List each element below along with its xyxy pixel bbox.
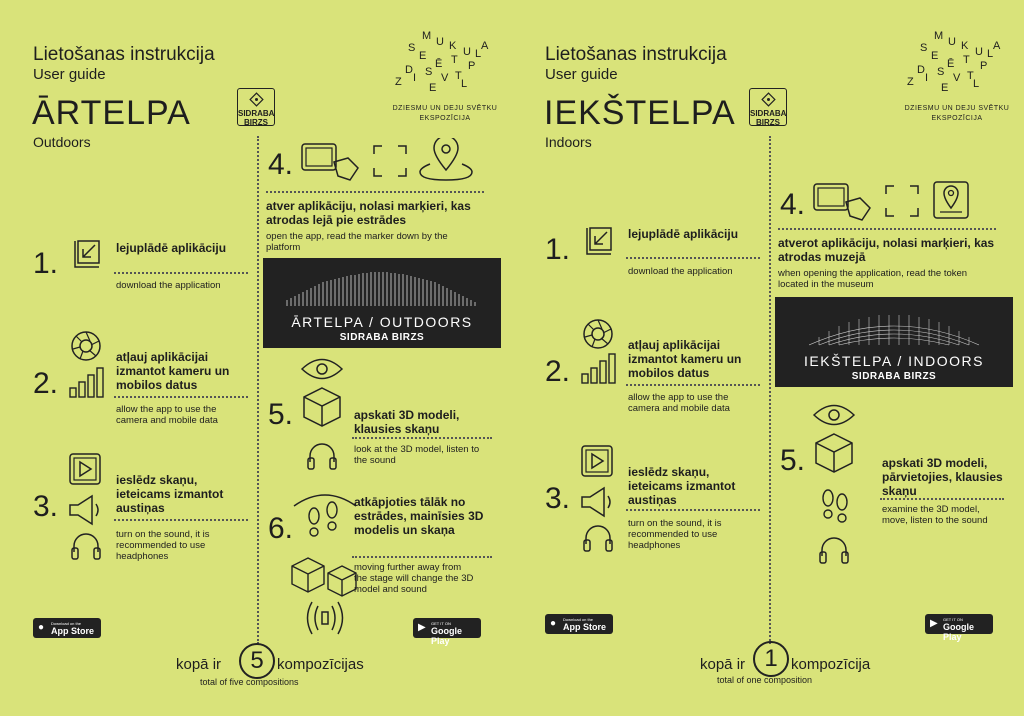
step-2-number: 2. bbox=[33, 367, 59, 400]
instruction-subtitle: User guide bbox=[545, 66, 618, 83]
step-5-en: look at the 3D model, listen to the sound bbox=[354, 444, 480, 466]
step-4-number: 4. bbox=[268, 148, 294, 181]
total-en: total of one composition bbox=[717, 675, 813, 685]
step-6-number: 6. bbox=[268, 512, 294, 545]
signal-bars-icon bbox=[581, 352, 617, 384]
logo-line-2: BIRZS bbox=[244, 118, 268, 127]
step-5-number: 5. bbox=[780, 444, 806, 477]
soundwave-graphic bbox=[277, 272, 487, 308]
step-1-en: download the application bbox=[116, 280, 221, 291]
headphones-icon bbox=[818, 534, 850, 564]
camera-aperture-icon bbox=[70, 330, 102, 362]
exposition-poem-logo: M U S E K U T P L A D Z I Ē S V T E L bbox=[395, 30, 489, 94]
step-2-lv: atļauj aplikācijai izmantot kameru un mobilos datus bbox=[116, 350, 230, 392]
step-3-lv: ieslēdz skaņu, ieteicams izmantot austiņas bbox=[628, 465, 736, 507]
step-1-lv: lejuplādē aplikāciju bbox=[116, 241, 227, 255]
step-2-number: 2. bbox=[545, 355, 571, 388]
download-icon bbox=[581, 224, 615, 258]
logo-line-1: SIDRABA bbox=[750, 109, 787, 118]
exposition-poem-logo: M U S E K U T P L A D Z I Ē S V T E L bbox=[907, 30, 1001, 94]
grid-wave-graphic bbox=[809, 311, 979, 347]
eye-icon bbox=[812, 402, 856, 428]
page-subtitle: Outdoors bbox=[33, 134, 91, 150]
total-prefix: kopā ir bbox=[176, 656, 222, 673]
banner-subtitle: SIDRABA BIRZS bbox=[339, 332, 425, 343]
footprints-icon bbox=[818, 488, 852, 528]
step-3-en: turn on the sound, it is recommended to use headphones bbox=[628, 518, 722, 551]
exposition-caption: DZIESMU UN DEJU SVĒTKU EKSPOZĪCIJA bbox=[392, 105, 498, 122]
step-5-en: examine the 3D model, move, listen to the sound bbox=[882, 504, 988, 526]
step-4-lv: atver aplikāciju, nolasi marķieri, kas atrodas lejā pie estrādes bbox=[266, 199, 471, 227]
right-panel bbox=[512, 0, 1024, 716]
eye-icon bbox=[300, 356, 344, 382]
step-4-en: when opening the application, read the token located in the museum bbox=[778, 268, 968, 290]
download-icon bbox=[69, 237, 103, 271]
outdoors-banner bbox=[263, 258, 501, 348]
page-title: IEKŠTELPA bbox=[544, 94, 736, 132]
page-title: ĀRTELPA bbox=[32, 94, 191, 132]
column-divider bbox=[769, 136, 771, 644]
instruction-title: Lietošanas instrukcija bbox=[545, 44, 727, 65]
logo-line-1: SIDRABA bbox=[238, 109, 275, 118]
app-store-button[interactable]: ● Download on the App Store bbox=[545, 614, 613, 634]
step-3-lv: ieslēdz skaņu, ieteicams izmantot austiņas bbox=[116, 473, 224, 515]
step-6-en: moving further away from the stage will change the 3D model and sound bbox=[354, 562, 474, 595]
step-3-number: 3. bbox=[33, 490, 59, 523]
headphones-icon bbox=[582, 522, 614, 552]
indoors-banner bbox=[775, 297, 1013, 387]
headphones-icon bbox=[306, 440, 338, 470]
sidraba-birzs-logo bbox=[237, 88, 275, 126]
location-marker-icon bbox=[416, 138, 476, 182]
page-subtitle: Indoors bbox=[545, 134, 592, 150]
play-triangle-icon: ▶ bbox=[418, 622, 426, 633]
step-2-lv: atļauj aplikācijai izmantot kameru un mobilos datus bbox=[628, 338, 742, 380]
total-count: 1 bbox=[753, 641, 789, 677]
exposition-caption: DZIESMU UN DEJU SVĒTKU EKSPOZĪCIJA bbox=[904, 105, 1010, 122]
app-store-button[interactable]: ● Download on the App Store bbox=[33, 618, 101, 638]
cube-logo-icon bbox=[249, 92, 264, 107]
banner-subtitle: SIDRABA BIRZS bbox=[851, 371, 937, 382]
cube-icon bbox=[814, 432, 854, 474]
step-3-en: turn on the sound, it is recommended to use headphones bbox=[116, 529, 210, 562]
apple-icon: ● bbox=[550, 618, 557, 629]
play-icon bbox=[68, 452, 102, 486]
instruction-subtitle: User guide bbox=[33, 66, 106, 83]
speaker-icon bbox=[68, 494, 104, 526]
total-count: 5 bbox=[239, 643, 275, 679]
total-en: total of five compositions bbox=[200, 677, 299, 687]
step-5-lv: apskati 3D modeli, klausies skaņu bbox=[354, 408, 460, 436]
footsteps-icon bbox=[290, 488, 360, 548]
camera-aperture-icon bbox=[582, 318, 614, 350]
total-suffix: kompozīcija bbox=[791, 656, 871, 673]
step-1-number: 1. bbox=[33, 247, 59, 280]
sound-waves-icon bbox=[300, 598, 350, 638]
signal-bars-icon bbox=[69, 366, 105, 398]
cube-logo-icon bbox=[761, 92, 776, 107]
total-prefix: kopā ir bbox=[700, 656, 746, 673]
cubes-icon bbox=[290, 556, 360, 598]
step-3-number: 3. bbox=[545, 482, 571, 515]
step-1-number: 1. bbox=[545, 233, 571, 266]
logo-line-2: BIRZS bbox=[756, 118, 780, 127]
headphones-icon bbox=[70, 530, 102, 560]
apple-icon: ● bbox=[38, 622, 45, 633]
step-5-lv: apskati 3D modeli, pārvietojies, klausies skaņu bbox=[882, 456, 1003, 498]
google-play-button[interactable]: ▶ GET IT ON Google Play bbox=[925, 614, 993, 634]
step-4-lv: atverot aplikāciju, nolasi marķieri, kas atrodas muzejā bbox=[778, 236, 995, 264]
phone-tap-icon bbox=[812, 180, 874, 224]
scan-frame-icon bbox=[884, 184, 920, 218]
speaker-icon bbox=[580, 486, 616, 518]
play-triangle-icon: ▶ bbox=[930, 618, 938, 629]
play-icon bbox=[580, 444, 614, 478]
cube-icon bbox=[302, 386, 342, 428]
google-play-button[interactable]: ▶ GET IT ON Google Play bbox=[413, 618, 481, 638]
instruction-title: Lietošanas instrukcija bbox=[33, 44, 215, 65]
total-suffix: kompozīcijas bbox=[277, 656, 364, 673]
sidraba-birzs-logo bbox=[749, 88, 787, 126]
scan-frame-icon bbox=[372, 144, 408, 178]
banner-title: ĀRTELPA / OUTDOORS bbox=[291, 314, 473, 330]
phone-tap-icon bbox=[300, 140, 362, 184]
step-6-lv: atkāpjoties tālāk no estrādes, mainīsies 3D modelis un skaņa bbox=[354, 495, 484, 537]
step-1-en: download the application bbox=[628, 266, 733, 277]
step-2-en: allow the app to use the camera and mobile data bbox=[628, 392, 730, 414]
banner-title: IEKŠTELPA / INDOORS bbox=[804, 353, 984, 369]
step-5-number: 5. bbox=[268, 398, 294, 431]
column-divider bbox=[257, 136, 259, 644]
step-2-en: allow the app to use the camera and mobile data bbox=[116, 404, 218, 426]
step-1-lv: lejuplādē aplikāciju bbox=[628, 227, 739, 241]
step-4-en: open the app, read the marker down by the platform bbox=[266, 231, 448, 253]
step-4-number: 4. bbox=[780, 188, 806, 221]
map-pin-icon bbox=[932, 180, 970, 220]
